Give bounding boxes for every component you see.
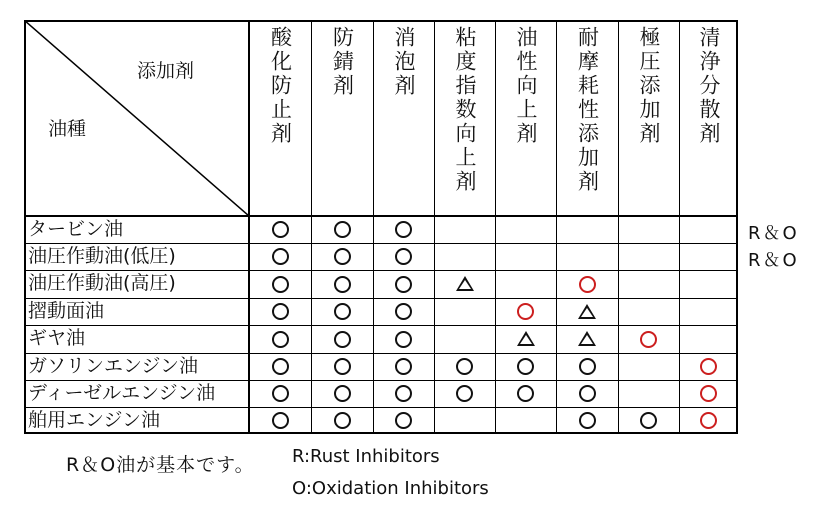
triangle-icon bbox=[578, 331, 596, 346]
grid-line bbox=[618, 20, 619, 434]
triangle-icon bbox=[578, 304, 596, 319]
circle-icon bbox=[456, 385, 473, 402]
column-header-label: 油性向上剤 bbox=[514, 26, 538, 146]
circle-icon bbox=[334, 276, 351, 293]
label-column-line bbox=[248, 20, 250, 434]
circle-icon bbox=[334, 412, 351, 429]
column-header bbox=[679, 20, 738, 216]
grid-line bbox=[24, 298, 738, 299]
column-header bbox=[495, 20, 556, 216]
circle-icon bbox=[334, 385, 351, 402]
border-line bbox=[24, 432, 738, 434]
circle-icon bbox=[395, 221, 412, 238]
row-label: ディーゼルエンジン油 bbox=[28, 381, 216, 404]
circle-icon bbox=[272, 276, 289, 293]
red-circle-icon bbox=[517, 303, 534, 320]
column-header-label: 耐摩耗性添加剤 bbox=[575, 26, 600, 194]
footer-o-definition: O:Oxidation Inhibitors bbox=[292, 478, 489, 499]
red-circle-icon bbox=[700, 412, 717, 429]
circle-icon bbox=[395, 303, 412, 320]
circle-icon bbox=[579, 412, 596, 429]
circle-icon bbox=[334, 221, 351, 238]
circle-icon bbox=[272, 331, 289, 348]
border-line bbox=[736, 20, 738, 434]
circle-icon bbox=[395, 412, 412, 429]
grid-line bbox=[495, 20, 496, 434]
grid-line bbox=[24, 325, 738, 326]
triangle-icon bbox=[517, 331, 535, 346]
column-header-label: 消泡剤 bbox=[392, 26, 416, 98]
circle-icon bbox=[334, 303, 351, 320]
grid-line bbox=[679, 20, 680, 434]
circle-icon bbox=[334, 358, 351, 375]
corner-top-label: 添加剤 bbox=[137, 60, 195, 82]
column-header bbox=[373, 20, 434, 216]
border-line bbox=[24, 20, 738, 22]
grid-line bbox=[24, 270, 738, 271]
column-header-label: 清浄分散剤 bbox=[697, 26, 721, 146]
column-header bbox=[618, 20, 679, 216]
column-header-label: 防錆剤 bbox=[330, 26, 355, 98]
grid-line bbox=[373, 20, 374, 434]
row-label: ガソリンエンジン油 bbox=[28, 354, 199, 377]
grid-line bbox=[556, 20, 557, 434]
circle-icon bbox=[395, 358, 412, 375]
circle-icon bbox=[272, 385, 289, 402]
circle-icon bbox=[272, 358, 289, 375]
row-label: タービン油 bbox=[28, 217, 124, 240]
circle-icon bbox=[517, 358, 534, 375]
circle-icon bbox=[640, 412, 657, 429]
red-circle-icon bbox=[700, 385, 717, 402]
grid-line bbox=[24, 353, 738, 354]
grid-line bbox=[24, 407, 738, 408]
circle-icon bbox=[334, 248, 351, 265]
grid-line bbox=[24, 380, 738, 381]
grid-line bbox=[24, 243, 738, 244]
corner-bottom-label: 油種 bbox=[48, 118, 87, 140]
footer-r-definition: R:Rust Inhibitors bbox=[292, 446, 440, 467]
border-line bbox=[24, 20, 26, 434]
circle-icon bbox=[395, 248, 412, 265]
footer-basic: R＆O油が基本です。 bbox=[66, 454, 255, 476]
column-header-label: 極圧添加剤 bbox=[637, 26, 661, 146]
circle-icon bbox=[272, 303, 289, 320]
row-label: 油圧作動油(高圧) bbox=[28, 272, 176, 294]
circle-icon bbox=[272, 412, 289, 429]
column-header bbox=[556, 20, 618, 216]
grid-line bbox=[311, 20, 312, 434]
column-header-label: 粘度指数向上剤 bbox=[453, 26, 477, 194]
circle-icon bbox=[395, 331, 412, 348]
row-label: ギヤ油 bbox=[28, 327, 86, 349]
circle-icon bbox=[395, 276, 412, 293]
circle-icon bbox=[334, 331, 351, 348]
column-header bbox=[311, 20, 373, 216]
red-circle-icon bbox=[700, 358, 717, 375]
circle-icon bbox=[395, 385, 412, 402]
row-label: 油圧作動油(低圧) bbox=[28, 244, 176, 267]
grid-line bbox=[434, 20, 435, 434]
circle-icon bbox=[456, 358, 473, 375]
circle-icon bbox=[517, 385, 534, 402]
column-header-label: 酸化防止剤 bbox=[268, 26, 293, 146]
column-header bbox=[249, 20, 311, 216]
circle-icon bbox=[272, 248, 289, 265]
column-header bbox=[434, 20, 495, 216]
circle-icon bbox=[579, 358, 596, 375]
row-label: 摺動面油 bbox=[28, 299, 105, 322]
row-note: R＆O bbox=[748, 249, 799, 271]
row-note: R＆O bbox=[748, 222, 799, 244]
corner-cell bbox=[24, 20, 249, 216]
header-separator-line bbox=[24, 215, 738, 217]
triangle-icon bbox=[456, 276, 474, 291]
circle-icon bbox=[272, 221, 289, 238]
red-circle-icon bbox=[579, 276, 596, 293]
red-circle-icon bbox=[640, 331, 657, 348]
circle-icon bbox=[579, 385, 596, 402]
row-label: 舶用エンジン油 bbox=[28, 408, 161, 431]
additive-table bbox=[24, 20, 738, 434]
